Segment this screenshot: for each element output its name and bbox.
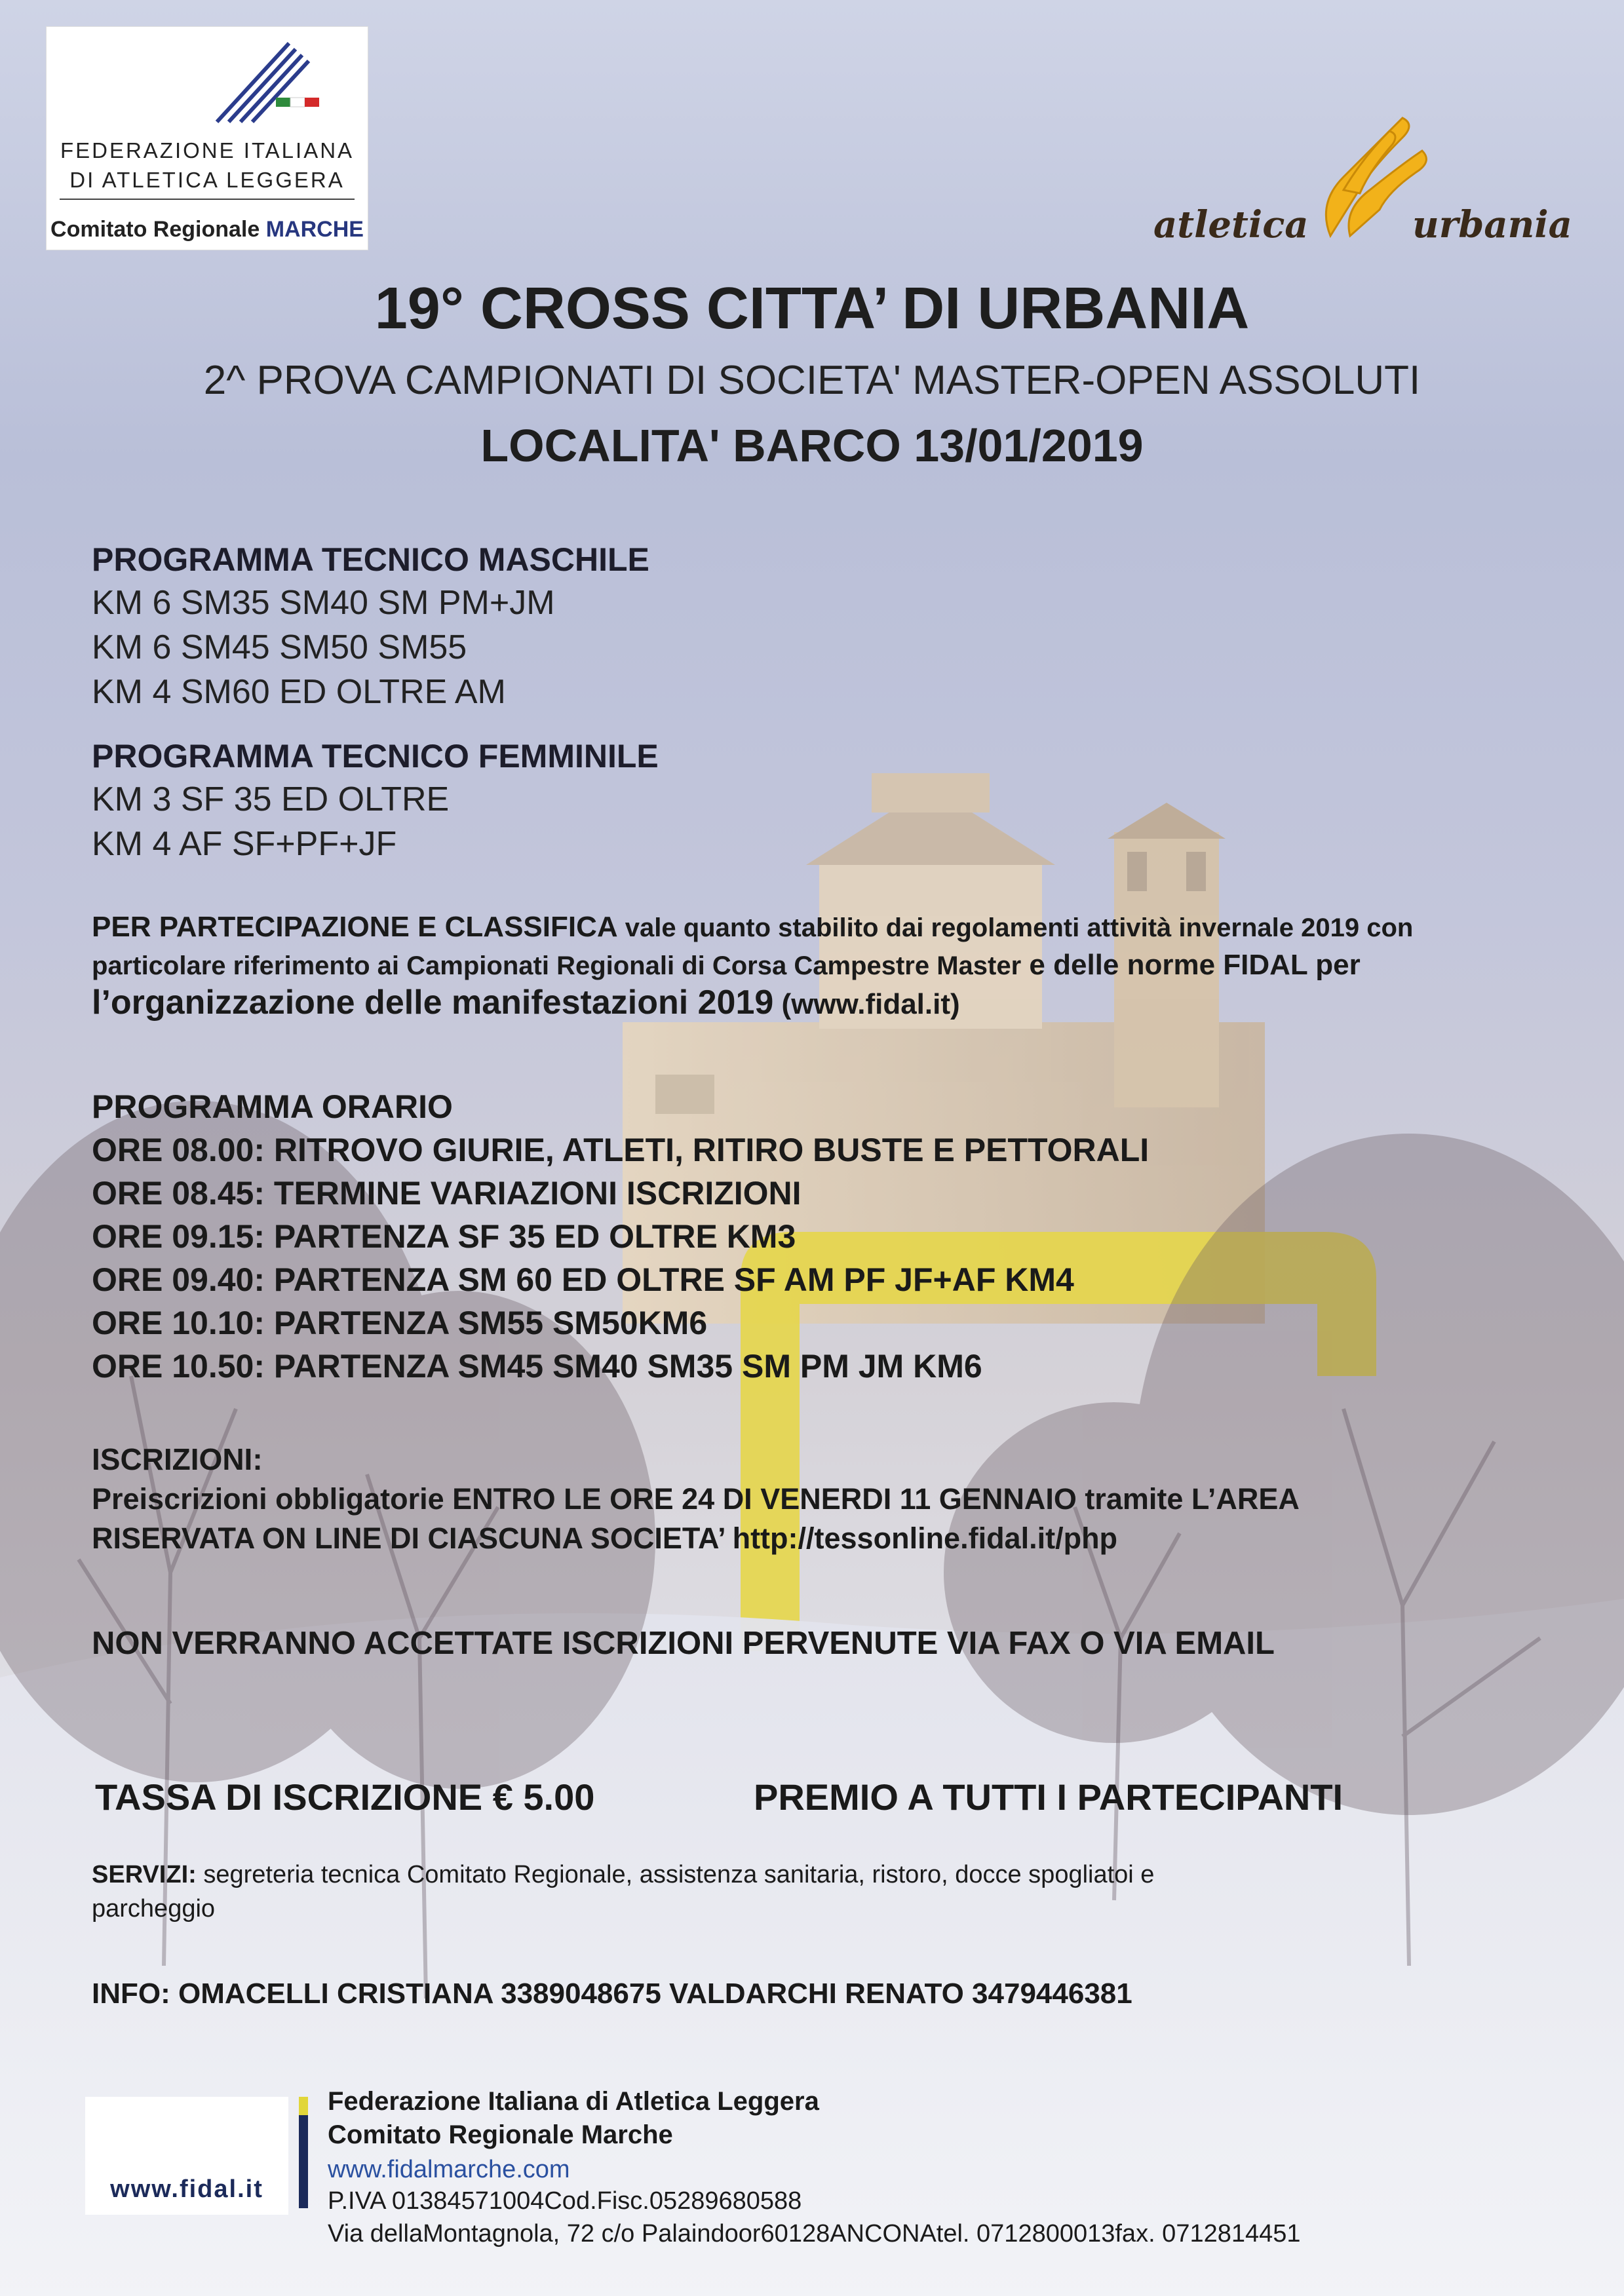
partecipazione-line-3: [92, 983, 960, 1022]
footer-address: Via dellaMontagnola, 72 c/o Palaindoor60128ANCONAtel. 0712800013fax. 0712814451: [328, 2220, 1301, 2248]
servizi-line-2: parcheggio: [92, 1895, 216, 1923]
servizi-line-1: [92, 1861, 1154, 1889]
fidal-logo-committee: Comitato Regionale: [50, 217, 260, 242]
fidal-website-link[interactable]: (www.fidal.it): [773, 988, 960, 1020]
femminile-line-2: KM 4 AF SF+PF+JF: [92, 825, 397, 863]
orario-line-3: ORE 09.15: PARTENZA SF 35 ED OLTRE KM3: [92, 1218, 796, 1255]
fidal-footer-url: www.fidal.it: [110, 2175, 263, 2203]
orario-line-4: ORE 09.40: PARTENZA SM 60 ED OLTRE SF AM PF JF+AF KM4: [92, 1261, 1074, 1298]
maschile-line-1: KM 6 SM35 SM40 SM PM+JM: [92, 584, 555, 622]
partecipazione-line-2: [92, 949, 1361, 982]
partecipazione-text-1: vale quanto stabilito dai regolamenti attività invernale 2019 con: [617, 913, 1414, 942]
event-location-date: LOCALITA' BARCO 13/01/2019: [480, 420, 1144, 471]
maschile-line-2: KM 6 SM45 SM50 SM55: [92, 628, 467, 666]
orario-heading: PROGRAMMA ORARIO: [92, 1088, 453, 1125]
partecipazione-line-1: [92, 911, 1413, 944]
event-title: 19° CROSS CITTA’ DI URBANIA: [374, 276, 1250, 341]
partecipazione-text-3a: l’organizzazione delle manifestazioni 2019: [92, 984, 774, 1022]
orario-line-6: ORE 10.50: PARTENZA SM45 SM40 SM35 SM PM JM KM6: [92, 1348, 982, 1385]
orario-line-1: ORE 08.00: RITROVO GIURIE, ATLETI, RITIRO BUSTE E PETTORALI: [92, 1132, 1150, 1168]
event-subtitle: 2^ PROVA CAMPIONATI DI SOCIETA' MASTER-OPEN ASSOLUTI: [203, 358, 1421, 403]
footer-website-link[interactable]: www.fidalmarche.com: [328, 2156, 570, 2183]
maschile-line-3: KM 4 SM60 ED OLTRE AM: [92, 673, 506, 711]
fidal-logo-line2: DI ATLETICA LEGGERA: [69, 168, 345, 192]
orario-line-5: ORE 10.10: PARTENZA SM55 SM50KM6: [92, 1305, 708, 1341]
orario-line-2: ORE 08.45: TERMINE VARIAZIONI ISCRIZIONI: [92, 1175, 802, 1212]
urbania-word-atletica: atletica: [1153, 203, 1309, 246]
footer-piva: P.IVA 01384571004Cod.Fisc.05289680588: [328, 2187, 802, 2215]
maschile-heading: PROGRAMMA TECNICO MASCHILE: [92, 541, 649, 578]
contact-info: INFO: OMACELLI CRISTIANA 3389048675 VALDARCHI RENATO 3479446381: [92, 1978, 1132, 2010]
femminile-heading: PROGRAMMA TECNICO FEMMINILE: [92, 738, 659, 775]
fidal-footer-logo: [85, 2097, 288, 2215]
servizi-label: SERVIZI:: [92, 1861, 197, 1888]
iscrizioni-line-1: Preiscrizioni obbligatorie ENTRO LE ORE 24 DI VENERDI 11 GENNAIO tramite L’AREA: [92, 1482, 1300, 1516]
prize-note: PREMIO A TUTTI I PARTECIPANTI: [754, 1776, 1344, 1818]
footer-accent-top: [299, 2097, 308, 2115]
divider: [60, 199, 355, 200]
iscrizioni-line-2: RISERVATA ON LINE DI CIASCUNA SOCIETA’ http://tessonline.fidal.it/php: [92, 1521, 1118, 1555]
fidal-logo-line1: FEDERAZIONE ITALIANA: [60, 138, 355, 163]
partecipazione-text-2b: e delle norme FIDAL per: [1021, 949, 1361, 981]
partecipazione-text-2a: particolare riferimento ai Campionati Regionali di Corsa Campestre Master: [92, 951, 1022, 980]
fidal-logo-line3: [47, 217, 368, 242]
iscrizioni-heading: ISCRIZIONI:: [92, 1442, 263, 1476]
femminile-line-1: KM 3 SF 35 ED OLTRE: [92, 780, 450, 818]
fidal-logo-region: MARCHE: [265, 217, 364, 242]
footer-org: Federazione Italiana di Atletica Leggera: [328, 2087, 819, 2116]
servizi-text-1: segreteria tecnica Comitato Regionale, assistenza sanitaria, ristoro, docce spogliatoi e: [196, 1861, 1155, 1888]
urbania-word-urbania: urbania: [1412, 203, 1572, 246]
atletica-urbania-logo: [1140, 98, 1573, 256]
fidal-emblem-icon: [204, 40, 328, 125]
footer-committee: Comitato Regionale Marche: [328, 2120, 673, 2149]
partecipazione-lead: PER PARTECIPAZIONE E CLASSIFICA: [92, 911, 618, 943]
iscrizioni-warning: NON VERRANNO ACCETTATE ISCRIZIONI PERVENUTE VIA FAX O VIA EMAIL: [92, 1626, 1275, 1661]
fidal-logo: [46, 26, 368, 250]
registration-fee: TASSA DI ISCRIZIONE € 5.00: [95, 1776, 595, 1818]
